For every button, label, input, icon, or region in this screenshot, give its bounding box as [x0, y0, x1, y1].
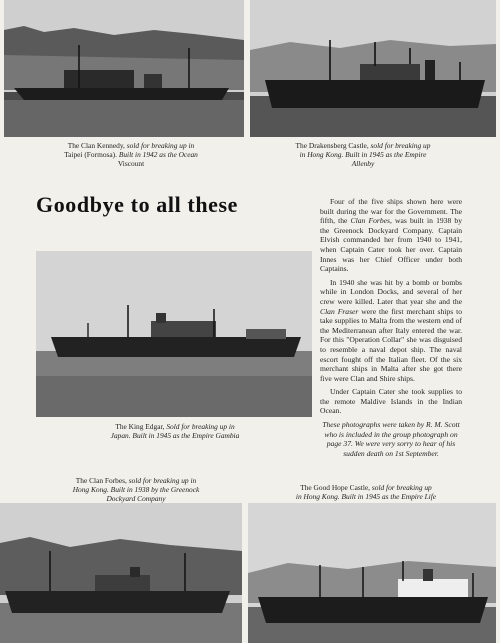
photo-king-edgar [36, 251, 312, 417]
text-run: were the first merchant ships to take supplies to Malta from the western end of the Mediterranean after Italy entered the war. For this "Operation Collar" she was disguised to resemble a naval depot ship. The naval escort fought off the Italian fleet. Of the six merchant ships in Malta after she got there five were Clan and Shire ships. [320, 306, 462, 383]
caption-detail: sold for breaking up in [128, 476, 197, 485]
ship-photo-image [4, 0, 244, 137]
caption-built: Hong Kong. Built in 1938 by the Greenock [72, 485, 200, 494]
ship-name: The Drakensberg Castle, [295, 141, 369, 150]
paragraph-1 [320, 197, 462, 274]
photo-clan-forbes [0, 503, 242, 643]
caption-former-name: Allenby [351, 159, 375, 168]
paragraph-2 [320, 278, 462, 384]
ship-name: The Clan Forbes, [75, 476, 127, 485]
ship-photo-image [0, 503, 242, 643]
caption-clan-kennedy [46, 141, 216, 168]
ship-name: The Clan Kennedy, [67, 141, 125, 150]
paragraph-3: Under Captain Cater she took supplies to the remote Maldive Islands in the Indian Ocean. [320, 387, 462, 416]
caption-built: in Hong Kong. Built in 1945 as the Empire Life [295, 492, 437, 501]
caption-clan-forbes [46, 476, 226, 503]
headline: Goodbye to all these [36, 192, 239, 217]
caption-drakensberg-castle [268, 141, 458, 168]
ship-photo-image [36, 251, 312, 417]
ship-name: The King Edgar, [115, 422, 165, 431]
caption-built: in Hong Kong. Built in 1945 as the Empire [299, 150, 427, 159]
caption-good-hope-castle [266, 483, 466, 501]
text-run: , was built in 1938 by the Greenock Dockyard Company. Captain Elvish commanded her from 1940 to 1941, when Captain Cater took her over. Captain Innes was her Chief Officer under both Captains. [320, 216, 463, 274]
ship-name: The Good Hope Castle, [300, 483, 371, 492]
ship-name-italic: Clan Forbes [350, 216, 390, 226]
caption-builder: Dockyard Company [106, 494, 166, 503]
caption-place-paren: (Formosa). [84, 150, 117, 159]
ship-photo-image [250, 0, 496, 137]
caption-former-name: Viscount [117, 159, 145, 168]
ship-name-italic: Clan Fraser [320, 306, 359, 316]
caption-detail: sold for breaking up [370, 141, 431, 150]
photographer-note: These photographs were taken by R. M. Scott who is included in the group photograph on page 37. We were very sorry to hear of his sudden death on 1st September. [322, 420, 460, 458]
caption-detail: sold for breaking up [371, 483, 432, 492]
caption-detail: sold for breaking up in [126, 141, 195, 150]
article-body [320, 197, 462, 462]
photo-good-hope-castle [248, 503, 496, 643]
text-run: In 1940 she was hit by a bomb or bombs while in London Docks, and several of her crew were killed. Later that year she and the [320, 277, 462, 306]
text-run: Four of the five ships shown here were built during the war for the Government. The fifth, the [320, 197, 462, 226]
caption-king-edgar [80, 422, 270, 440]
ship-photo-image [248, 503, 496, 643]
caption-detail: Sold for breaking up in [166, 422, 235, 431]
photo-drakensberg-castle [250, 0, 496, 137]
caption-built: Built in 1942 as the Ocean [118, 150, 198, 159]
caption-place: Taipei [64, 150, 83, 159]
caption-built: Japan. Built in 1945 as the Empire Gambia [110, 431, 240, 440]
photo-clan-kennedy [4, 0, 244, 137]
